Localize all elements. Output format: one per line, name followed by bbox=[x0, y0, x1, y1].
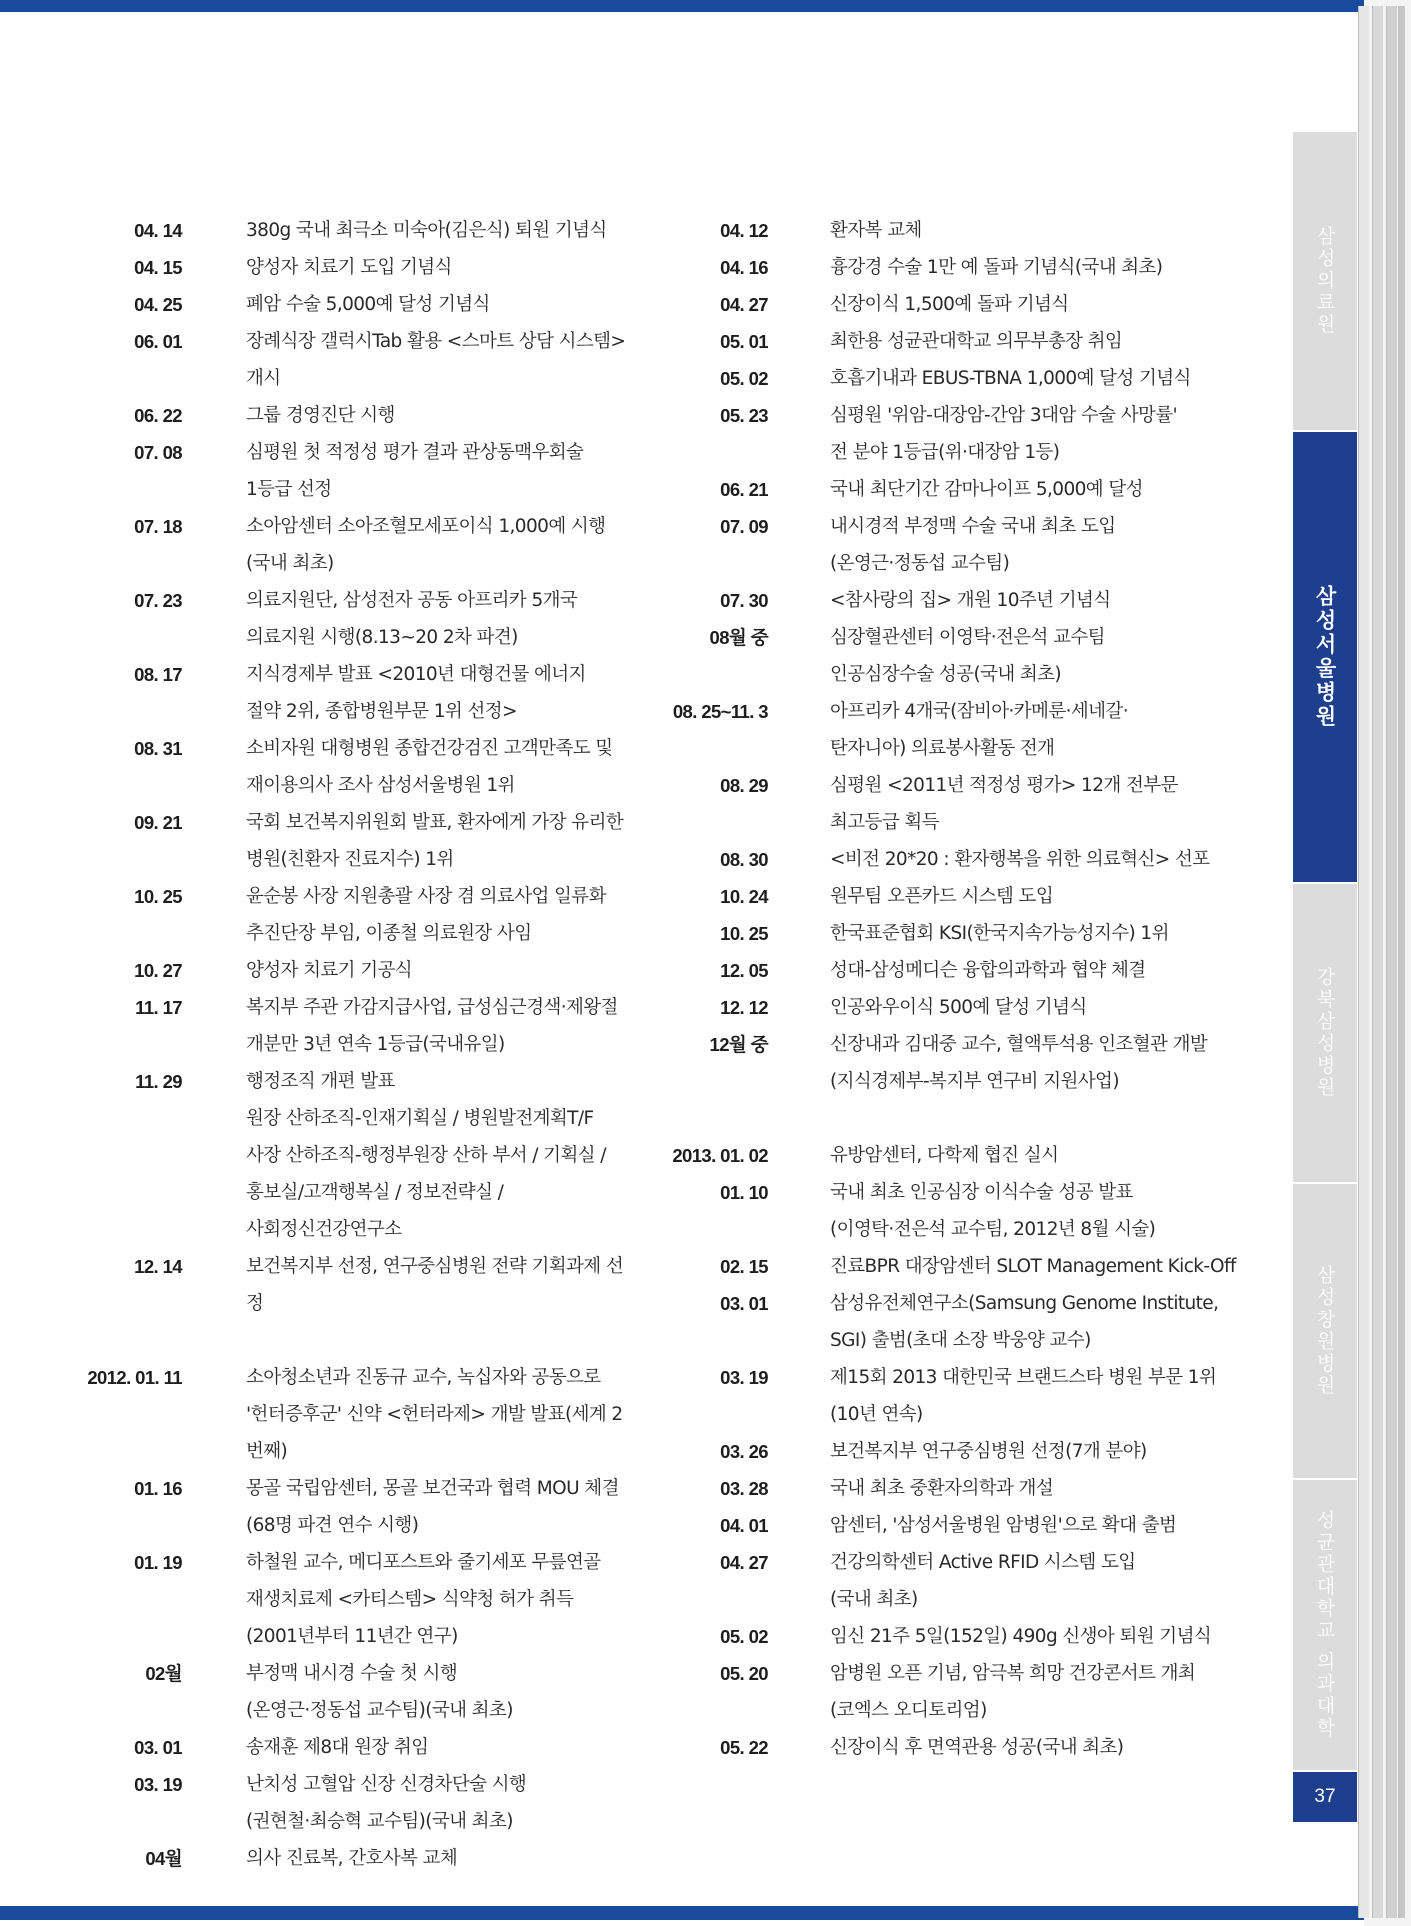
entry-description: 행정조직 개편 발표 원장 산하조직-인재기획실 / 병원발전계획T/F 사장 산하조직-행정부원장 산하 부서 / 기획실 / 홍보실/고객행복실 / 정보전략실 / 사회정신건강연구소 bbox=[246, 1071, 606, 1240]
tab-label: 삼성서울병원 bbox=[1313, 585, 1337, 729]
page-edge bbox=[1358, 6, 1369, 1918]
entry-date: 03. 01 bbox=[720, 1293, 768, 1314]
entry-date: 07. 08 bbox=[134, 442, 182, 463]
timeline-entry bbox=[640, 360, 1240, 397]
entry-date: 04. 16 bbox=[720, 257, 768, 278]
entry-description: 심장혈관센터 이영탁·전은석 교수팀 인공심장수술 성공(국내 최초) bbox=[830, 627, 1105, 685]
timeline-entry bbox=[60, 952, 630, 989]
entry-description: 양성자 치료기 기공식 bbox=[246, 960, 413, 981]
entry-date: 12. 14 bbox=[134, 1256, 182, 1277]
timeline-entry bbox=[60, 212, 630, 249]
entry-description: 내시경적 부정맥 수술 국내 최초 도입 (온영근·정동섭 교수팀) bbox=[830, 516, 1116, 574]
timeline-entry bbox=[640, 1544, 1240, 1618]
entry-description: 송재훈 제8대 원장 취임 bbox=[246, 1737, 429, 1758]
entry-date: 12월 중 bbox=[709, 1034, 768, 1055]
timeline-entry bbox=[640, 249, 1240, 286]
entry-description: 국내 최초 중환자의학과 개설 bbox=[830, 1478, 1054, 1499]
entry-description: 유방암센터, 다학제 협진 실시 bbox=[830, 1145, 1059, 1166]
entry-date: 02. 15 bbox=[720, 1256, 768, 1277]
timeline-entry bbox=[60, 286, 630, 323]
tab-samsung-seoul-hospital[interactable] bbox=[1293, 432, 1357, 884]
entry-date: 05. 22 bbox=[720, 1737, 768, 1758]
entry-description: 지식경제부 발표 <2010년 대형건물 에너지 절약 2위, 종합병원부문 1위 선정> bbox=[246, 664, 586, 722]
entry-description: 국내 최단기간 감마나이프 5,000예 달성 bbox=[830, 479, 1143, 500]
entry-description: 부정맥 내시경 수술 첫 시행 (온영근·정동섭 교수팀)(국내 최초) bbox=[246, 1663, 513, 1721]
entry-description: 신장내과 김대중 교수, 혈액투석용 인조혈관 개발 (지식경제부-복지부 연구비 지원사업) bbox=[830, 1034, 1208, 1092]
entry-description: 삼성유전체연구소(Samsung Genome Institute, SGI) 출범(초대 소장 박웅양 교수) bbox=[830, 1293, 1219, 1351]
timeline-entry bbox=[640, 619, 1240, 693]
entry-date: 04. 27 bbox=[720, 294, 768, 315]
entry-description: 건강의학센터 Active RFID 시스템 도입 (국내 최초) bbox=[830, 1552, 1136, 1610]
timeline-right-column bbox=[640, 212, 1240, 1766]
timeline-entry bbox=[640, 1174, 1240, 1248]
entry-date: 09. 21 bbox=[134, 812, 182, 833]
top-accent-bar bbox=[0, 0, 1364, 12]
timeline-entry bbox=[60, 1544, 630, 1655]
entry-date: 08. 17 bbox=[134, 664, 182, 685]
page-edge bbox=[1398, 6, 1405, 1918]
tab-samsung-medical-center[interactable] bbox=[1293, 132, 1357, 432]
entry-date: 04. 25 bbox=[134, 294, 182, 315]
timeline-entry bbox=[60, 1248, 630, 1322]
timeline-entry bbox=[640, 952, 1240, 989]
entry-date: 04. 15 bbox=[134, 257, 182, 278]
entry-date: 01. 16 bbox=[134, 1478, 182, 1499]
tab-label: 삼성의료원 bbox=[1313, 226, 1336, 336]
timeline-entry bbox=[640, 1137, 1240, 1174]
tab-label: 강북삼성병원 bbox=[1313, 967, 1336, 1099]
entry-date: 04. 14 bbox=[134, 220, 182, 241]
entry-description: 신장이식 후 면역관용 성공(국내 최초) bbox=[830, 1737, 1124, 1758]
entry-date: 07. 23 bbox=[134, 590, 182, 611]
timeline-entry bbox=[640, 582, 1240, 619]
timeline-entry bbox=[640, 1285, 1240, 1359]
entry-description: 아프리카 4개국(잠비아·카메룬·세네갈· 탄자니아) 의료봉사활동 전개 bbox=[830, 701, 1128, 759]
entry-description: 최한용 성균관대학교 의무부총장 취임 bbox=[830, 331, 1123, 352]
timeline-entry bbox=[60, 878, 630, 952]
entry-description: 보건복지부 선정, 연구중심병원 전략 기획과제 선정 bbox=[246, 1256, 624, 1314]
timeline-entry bbox=[60, 1840, 630, 1877]
entry-date: 02월 bbox=[145, 1663, 182, 1684]
entry-description: 의사 진료복, 간호사복 교체 bbox=[246, 1848, 458, 1869]
entry-date: 10. 27 bbox=[134, 960, 182, 981]
entry-date: 2013. 01. 02 bbox=[672, 1145, 768, 1166]
bottom-accent-bar bbox=[0, 1906, 1364, 1920]
timeline-entry bbox=[640, 212, 1240, 249]
tab-label: 성균관대학교 의과대학 bbox=[1313, 1510, 1336, 1740]
entry-description: 암센터, '삼성서울병원 암병원'으로 확대 출범 bbox=[830, 1515, 1177, 1536]
timeline-entry bbox=[640, 1507, 1240, 1544]
entry-date: 08월 중 bbox=[709, 627, 768, 648]
entry-description: 원무팀 오픈카드 시스템 도입 bbox=[830, 886, 1054, 907]
entry-date: 01. 19 bbox=[134, 1552, 182, 1573]
entry-description: 장례식장 갤럭시Tab 활용 <스마트 상담 시스템> 개시 bbox=[246, 331, 626, 389]
entry-description: 심평원 첫 적정성 평가 결과 관상동맥우회술 1등급 선정 bbox=[246, 442, 584, 500]
entry-date: 10. 25 bbox=[134, 886, 182, 907]
entry-description: 복지부 주관 가감지급사업, 급성심근경색·제왕절 개분만 3년 연속 1등급(국내유일) bbox=[246, 997, 618, 1055]
entry-date: 12. 05 bbox=[720, 960, 768, 981]
timeline-entry bbox=[640, 1729, 1240, 1766]
entry-date: 03. 19 bbox=[720, 1367, 768, 1388]
timeline-entry bbox=[60, 1729, 630, 1766]
page-number: 37 bbox=[1293, 1772, 1357, 1822]
tab-skku-medicine[interactable] bbox=[1293, 1480, 1357, 1772]
entry-date: 05. 01 bbox=[720, 331, 768, 352]
entry-date: 08. 30 bbox=[720, 849, 768, 870]
timeline-entry bbox=[640, 1248, 1240, 1285]
entry-date: 03. 28 bbox=[720, 1478, 768, 1499]
entry-date: 12. 12 bbox=[720, 997, 768, 1018]
timeline-entry bbox=[60, 323, 630, 397]
entry-date: 03. 19 bbox=[134, 1774, 182, 1795]
tab-label: 삼성창원병원 bbox=[1313, 1265, 1336, 1397]
timeline-entry bbox=[640, 1655, 1240, 1729]
entry-description: 신장이식 1,500예 돌파 기념식 bbox=[830, 294, 1069, 315]
timeline-entry bbox=[640, 693, 1240, 767]
entry-description: <비전 20*20 : 환자행복을 위한 의료혁신> 선포 bbox=[830, 849, 1210, 870]
page-edge bbox=[1372, 6, 1383, 1918]
entry-date: 06. 22 bbox=[134, 405, 182, 426]
entry-date: 10. 24 bbox=[720, 886, 768, 907]
timeline-entry bbox=[60, 804, 630, 878]
timeline-entry bbox=[60, 1655, 630, 1729]
entry-description: 소아암센터 소아조혈모세포이식 1,000예 시행 (국내 최초) bbox=[246, 516, 606, 574]
timeline-entry bbox=[640, 508, 1240, 582]
timeline-entry bbox=[60, 1470, 630, 1544]
timeline-entry bbox=[640, 915, 1240, 952]
entry-date: 06. 21 bbox=[720, 479, 768, 500]
entry-date: 11. 17 bbox=[135, 997, 182, 1018]
entry-date: 2012. 01. 11 bbox=[87, 1367, 182, 1388]
entry-description: 보건복지부 연구중심병원 선정(7개 분야) bbox=[830, 1441, 1147, 1462]
timeline-entry bbox=[60, 434, 630, 508]
entry-date: 08. 31 bbox=[134, 738, 182, 759]
timeline-entry bbox=[640, 841, 1240, 878]
timeline-left-column bbox=[60, 212, 630, 1877]
section-tabs bbox=[1293, 132, 1357, 1822]
timeline-entry bbox=[60, 989, 630, 1063]
entry-date: 05. 20 bbox=[720, 1663, 768, 1684]
tab-kangbuk-samsung-hospital[interactable] bbox=[1293, 884, 1357, 1184]
entry-date: 10. 25 bbox=[720, 923, 768, 944]
section-gap bbox=[60, 1322, 630, 1359]
timeline-entry bbox=[60, 730, 630, 804]
entry-date: 07. 09 bbox=[720, 516, 768, 537]
entry-description: 인공와우이식 500예 달성 기념식 bbox=[830, 997, 1087, 1018]
entry-date: 04. 27 bbox=[720, 1552, 768, 1573]
entry-date: 04월 bbox=[145, 1848, 182, 1869]
entry-description: 호흡기내과 EBUS-TBNA 1,000예 달성 기념식 bbox=[830, 368, 1191, 389]
entry-date: 01. 10 bbox=[720, 1182, 768, 1203]
timeline-entry bbox=[640, 1359, 1240, 1433]
entry-date: 05. 23 bbox=[720, 405, 768, 426]
entry-date: 03. 01 bbox=[134, 1737, 182, 1758]
entry-description: 환자복 교체 bbox=[830, 220, 922, 241]
timeline-entry bbox=[640, 767, 1240, 841]
entry-description: 흉강경 수술 1만 예 돌파 기념식(국내 최초) bbox=[830, 257, 1163, 278]
entry-description: 국회 보건복지위원회 발표, 환자에게 가장 유리한 병원(친환자 진료지수) 1위 bbox=[246, 812, 624, 870]
tab-samsung-changwon-hospital[interactable] bbox=[1293, 1184, 1357, 1480]
entry-date: 04. 12 bbox=[720, 220, 768, 241]
entry-description: 소아청소년과 진동규 교수, 녹십자와 공동으로 '헌터증후군' 신약 <헌터라제> 개발 발표(세계 2번째) bbox=[246, 1367, 623, 1462]
entry-description: 몽골 국립암센터, 몽골 보건국과 협력 MOU 체결 (68명 파견 연수 시행) bbox=[246, 1478, 619, 1536]
timeline-entry bbox=[60, 249, 630, 286]
entry-description: 심평원 '위암-대장암-간암 3대암 수술 사망률' 전 분야 1등급(위·대장암 1등) bbox=[830, 405, 1178, 463]
entry-date: 11. 29 bbox=[135, 1071, 182, 1092]
entry-date: 06. 01 bbox=[134, 331, 182, 352]
entry-description: 소비자원 대형병원 종합건강검진 고객만족도 및 재이용의사 조사 삼성서울병원 1위 bbox=[246, 738, 613, 796]
timeline-entry bbox=[640, 323, 1240, 360]
entry-description: 윤순봉 사장 지원총괄 사장 겸 의료사업 일류화 추진단장 부임, 이종철 의료원장 사임 bbox=[246, 886, 606, 944]
entry-description: 한국표준협회 KSI(한국지속가능성지수) 1위 bbox=[830, 923, 1169, 944]
timeline-entry bbox=[60, 1359, 630, 1470]
page-edge bbox=[1386, 6, 1397, 1918]
entry-description: 양성자 치료기 도입 기념식 bbox=[246, 257, 452, 278]
entry-date: 04. 01 bbox=[720, 1515, 768, 1536]
entry-date: 08. 25~11. 3 bbox=[672, 701, 768, 722]
timeline-entry bbox=[60, 582, 630, 656]
entry-description: 진료BPR 대장암센터 SLOT Management Kick-Off bbox=[830, 1256, 1236, 1277]
entry-date: 07. 18 bbox=[134, 516, 182, 537]
entry-description: 암병원 오픈 기념, 암극복 희망 건강콘서트 개최 (코엑스 오디토리엄) bbox=[830, 1663, 1196, 1721]
entry-description: 난치성 고혈압 신장 신경차단술 시행 (권현철·최승혁 교수팀)(국내 최초) bbox=[246, 1774, 527, 1832]
section-gap bbox=[640, 1100, 1240, 1137]
timeline-entry bbox=[640, 1433, 1240, 1470]
entry-description: 임신 21주 5일(152일) 490g 신생아 퇴원 기념식 bbox=[830, 1626, 1212, 1647]
entry-description: 국내 최초 인공심장 이식수술 성공 발표 (이영탁·전은석 교수팀, 2012년 8월 시술) bbox=[830, 1182, 1156, 1240]
entry-description: 심평원 <2011년 적정성 평가> 12개 전부문 최고등급 획득 bbox=[830, 775, 1178, 833]
entry-description: 380g 국내 최극소 미숙아(김은식) 퇴원 기념식 bbox=[246, 220, 607, 241]
entry-date: 05. 02 bbox=[720, 368, 768, 389]
timeline-entry bbox=[60, 508, 630, 582]
entry-description: 폐암 수술 5,000예 달성 기념식 bbox=[246, 294, 490, 315]
timeline-entry bbox=[640, 471, 1240, 508]
timeline-entry bbox=[60, 1766, 630, 1840]
timeline-entry bbox=[640, 1618, 1240, 1655]
entry-description: 의료지원단, 삼성전자 공동 아프리카 5개국 의료지원 시행(8.13~20 2차 파견) bbox=[246, 590, 578, 648]
timeline-entry bbox=[60, 656, 630, 730]
timeline-entry bbox=[640, 1470, 1240, 1507]
entry-description: 그룹 경영진단 시행 bbox=[246, 405, 395, 426]
timeline-entry bbox=[60, 1063, 630, 1248]
entry-date: 05. 02 bbox=[720, 1626, 768, 1647]
entry-description: 하철원 교수, 메디포스트와 줄기세포 무릎연골 재생치료제 <카티스템> 식약청 허가 취득 (2001년부터 11년간 연구) bbox=[246, 1552, 601, 1647]
entry-description: 제15회 2013 대한민국 브랜드스타 병원 부문 1위 (10년 연속) bbox=[830, 1367, 1217, 1425]
timeline-entry bbox=[60, 397, 630, 434]
entry-description: 성대-삼성메디슨 융합의과학과 협약 체결 bbox=[830, 960, 1146, 981]
entry-date: 07. 30 bbox=[720, 590, 768, 611]
timeline-entry bbox=[640, 878, 1240, 915]
entry-date: 03. 26 bbox=[720, 1441, 768, 1462]
timeline-entry bbox=[640, 989, 1240, 1026]
timeline-entry bbox=[640, 1026, 1240, 1100]
entry-description: <참사랑의 집> 개원 10주년 기념식 bbox=[830, 590, 1111, 611]
timeline-entry bbox=[640, 286, 1240, 323]
timeline-entry bbox=[640, 397, 1240, 471]
entry-date: 08. 29 bbox=[720, 775, 768, 796]
